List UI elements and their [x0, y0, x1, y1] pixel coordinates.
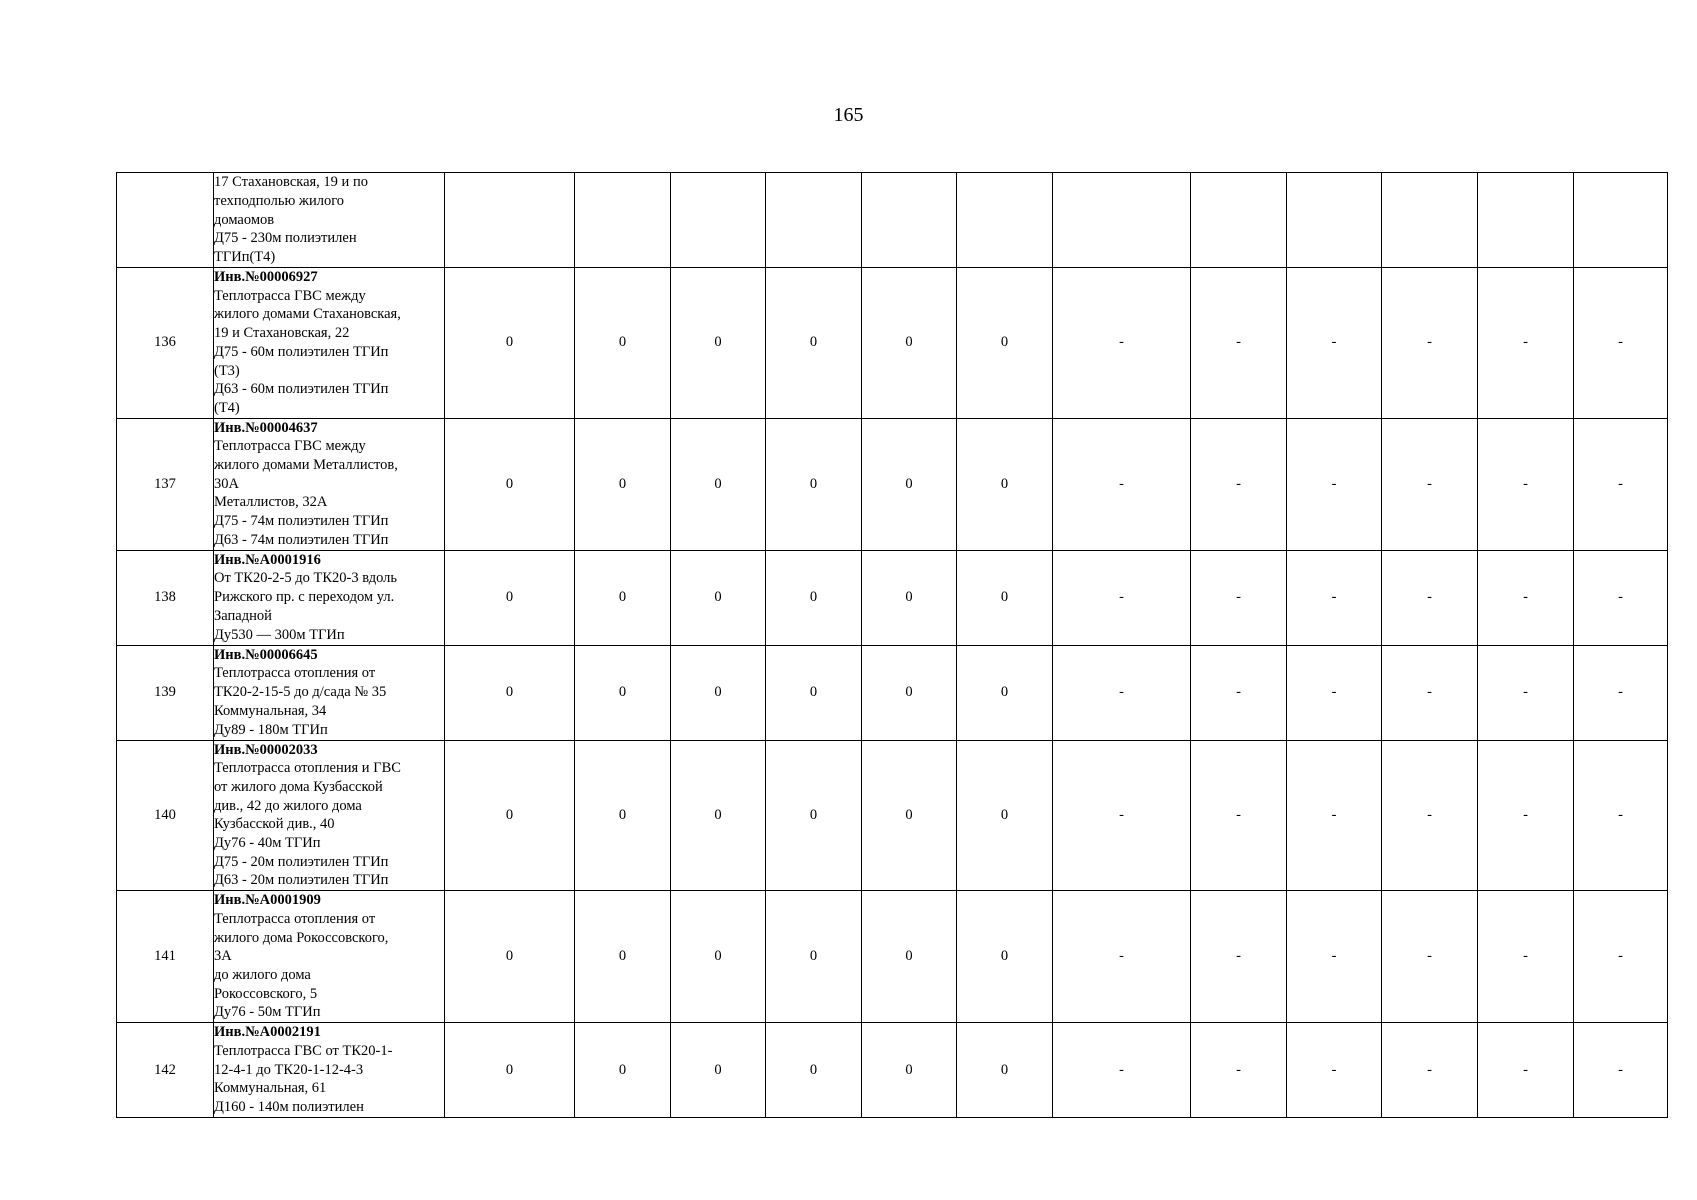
value-cell: 0: [445, 418, 575, 550]
table-row: [117, 645, 1668, 740]
value-cell: 0: [575, 418, 671, 550]
value-cell: -: [1382, 891, 1478, 1023]
description-line: Западной: [214, 607, 272, 624]
object-description: [214, 418, 445, 550]
value-cell: -: [1574, 891, 1668, 1023]
value-cell: -: [1382, 550, 1478, 645]
description-line: от жилого дома Кузбасской: [214, 778, 383, 795]
value-cell: 0: [957, 268, 1053, 419]
value-cell: 0: [575, 1023, 671, 1118]
network-table: [116, 172, 1668, 1118]
value-cell: 0: [766, 418, 862, 550]
description-line: Коммунальная, 61: [214, 1080, 327, 1097]
value-cell: -: [1382, 1023, 1478, 1118]
value-cell: 0: [671, 1023, 766, 1118]
value-cell: -: [1053, 418, 1191, 550]
value-cell: -: [1574, 268, 1668, 419]
inventory-number: Инв.№00002033: [214, 741, 318, 758]
value-cell: 0: [957, 740, 1053, 891]
value-cell: -: [1478, 1023, 1574, 1118]
value-cell: [1191, 173, 1287, 268]
value-cell: -: [1053, 645, 1191, 740]
value-cell: 0: [671, 740, 766, 891]
description-line: (Т3): [214, 362, 240, 379]
description-line: Кузбасской див., 40: [214, 816, 335, 833]
value-cell: 0: [766, 268, 862, 419]
row-number: 138: [117, 550, 214, 645]
value-cell: -: [1287, 645, 1382, 740]
value-cell: 0: [766, 891, 862, 1023]
value-cell: 0: [671, 891, 766, 1023]
value-cell: -: [1574, 550, 1668, 645]
value-cell: [1574, 173, 1668, 268]
object-description: [214, 645, 445, 740]
inventory-number: Инв.№00006645: [214, 646, 318, 663]
value-cell: -: [1478, 418, 1574, 550]
description-line: Ду89 - 180м ТГИп: [214, 721, 328, 738]
value-cell: 0: [862, 268, 957, 419]
value-cell: -: [1574, 418, 1668, 550]
value-cell: 0: [766, 1023, 862, 1118]
value-cell: 0: [957, 891, 1053, 1023]
value-cell: 0: [862, 1023, 957, 1118]
value-cell: 0: [445, 550, 575, 645]
value-cell: 0: [445, 740, 575, 891]
table-row: [117, 418, 1668, 550]
value-cell: 0: [862, 891, 957, 1023]
value-cell: 0: [862, 550, 957, 645]
value-cell: -: [1191, 891, 1287, 1023]
row-number: 142: [117, 1023, 214, 1118]
value-cell: -: [1053, 891, 1191, 1023]
value-cell: -: [1382, 268, 1478, 419]
value-cell: 0: [862, 645, 957, 740]
value-cell: -: [1478, 550, 1574, 645]
description-line: 12-4-1 до ТК20-1-12-4-3: [214, 1061, 364, 1078]
description-line: Теплотрасса отопления и ГВС: [214, 760, 401, 777]
description-line: Ду76 - 40м ТГИп: [214, 835, 321, 852]
value-cell: 0: [766, 550, 862, 645]
object-description: [214, 740, 445, 891]
value-cell: 0: [862, 740, 957, 891]
value-cell: 0: [671, 645, 766, 740]
value-cell: [957, 173, 1053, 268]
value-cell: 0: [575, 891, 671, 1023]
value-cell: 0: [766, 645, 862, 740]
table-row: [117, 740, 1668, 891]
description-line: жилого домами Металлистов,: [214, 457, 398, 474]
value-cell: [1053, 173, 1191, 268]
value-cell: [671, 173, 766, 268]
value-cell: -: [1191, 268, 1287, 419]
row-number: 137: [117, 418, 214, 550]
value-cell: -: [1287, 418, 1382, 550]
value-cell: 0: [445, 891, 575, 1023]
value-cell: -: [1574, 740, 1668, 891]
value-cell: -: [1478, 268, 1574, 419]
description-line: Рижского пр. с переходом ул.: [214, 589, 395, 606]
row-number: 140: [117, 740, 214, 891]
value-cell: 0: [671, 418, 766, 550]
value-cell: -: [1478, 740, 1574, 891]
description-line: Д75 - 230м полиэтилен: [214, 230, 357, 247]
description-line: 30А: [214, 475, 239, 492]
value-cell: 0: [766, 740, 862, 891]
value-cell: 0: [575, 740, 671, 891]
value-cell: -: [1478, 645, 1574, 740]
value-cell: -: [1191, 645, 1287, 740]
description-line: 19 и Стахановская, 22: [214, 325, 350, 342]
description-line: ТК20-2-15-5 до д/сада № 35: [214, 684, 387, 701]
value-cell: 0: [575, 268, 671, 419]
value-cell: 0: [671, 550, 766, 645]
description-line: техподполью жилого: [214, 192, 345, 209]
value-cell: -: [1287, 1023, 1382, 1118]
value-cell: 0: [957, 645, 1053, 740]
description-line: Теплотрасса отопления от: [214, 910, 376, 927]
description-line: Металлистов, 32А: [214, 494, 328, 511]
table-row: [117, 268, 1668, 419]
inventory-number: Инв.№00004637: [214, 419, 318, 436]
value-cell: -: [1191, 550, 1287, 645]
value-cell: [575, 173, 671, 268]
description-line: Теплотрасса отопления от: [214, 665, 376, 682]
row-number: 136: [117, 268, 214, 419]
value-cell: [862, 173, 957, 268]
description-line: 3А: [214, 948, 232, 965]
value-cell: -: [1478, 891, 1574, 1023]
value-cell: 0: [957, 1023, 1053, 1118]
row-number: 141: [117, 891, 214, 1023]
value-cell: -: [1191, 1023, 1287, 1118]
inventory-number: Инв.№А0001909: [214, 892, 321, 909]
row-number: 139: [117, 645, 214, 740]
table-row: [117, 891, 1668, 1023]
value-cell: -: [1382, 418, 1478, 550]
value-cell: -: [1191, 418, 1287, 550]
value-cell: -: [1053, 268, 1191, 419]
value-cell: [445, 173, 575, 268]
value-cell: -: [1287, 891, 1382, 1023]
description-line: Теплотрасса ГВС от ТК20-1-: [214, 1043, 393, 1060]
table-row: [117, 1023, 1668, 1118]
object-description: [214, 891, 445, 1023]
description-line: Рокоссовского, 5: [214, 985, 318, 1002]
value-cell: [766, 173, 862, 268]
description-line: От ТК20-2-5 до ТК20-3 вдоль: [214, 570, 397, 587]
value-cell: -: [1053, 550, 1191, 645]
value-cell: -: [1287, 268, 1382, 419]
object-description: [214, 1023, 445, 1118]
description-line: жилого домами Стахановская,: [214, 306, 401, 323]
value-cell: -: [1574, 1023, 1668, 1118]
description-line: див., 42 до жилого дома: [214, 797, 362, 814]
description-line: домаомов: [214, 211, 275, 228]
table-row: [117, 550, 1668, 645]
object-description: [214, 550, 445, 645]
description-line: Д63 - 74м полиэтилен ТГИп: [214, 531, 389, 548]
value-cell: -: [1287, 550, 1382, 645]
value-cell: [1287, 173, 1382, 268]
value-cell: -: [1053, 740, 1191, 891]
inventory-number: Инв.№А0001916: [214, 551, 321, 568]
value-cell: 0: [445, 1023, 575, 1118]
value-cell: 0: [957, 418, 1053, 550]
description-line: Д160 - 140м полиэтилен: [214, 1099, 364, 1116]
value-cell: [1478, 173, 1574, 268]
value-cell: 0: [445, 268, 575, 419]
value-cell: -: [1287, 740, 1382, 891]
value-cell: 0: [575, 645, 671, 740]
description-line: Ду76 - 50м ТГИп: [214, 1004, 321, 1021]
row-number: [117, 173, 214, 268]
value-cell: 0: [575, 550, 671, 645]
description-line: Д63 - 20м полиэтилен ТГИп: [214, 872, 389, 889]
description-line: ТГИп(Т4): [214, 249, 276, 266]
description-line: Д75 - 60м полиэтилен ТГИп: [214, 343, 389, 360]
value-cell: [1382, 173, 1478, 268]
description-line: до жилого дома: [214, 966, 311, 983]
description-line: Д75 - 20м полиэтилен ТГИп: [214, 853, 389, 870]
object-description: [214, 268, 445, 419]
table-row: [117, 173, 1668, 268]
description-line: 17 Стахановская, 19 и по: [214, 174, 368, 191]
object-description: [214, 173, 445, 268]
value-cell: -: [1574, 645, 1668, 740]
value-cell: 0: [957, 550, 1053, 645]
value-cell: -: [1191, 740, 1287, 891]
description-line: Теплотрасса ГВС между: [214, 287, 366, 304]
description-line: Коммунальная, 34: [214, 702, 327, 719]
value-cell: -: [1053, 1023, 1191, 1118]
description-line: Ду530 — 300м ТГИп: [214, 626, 345, 643]
description-line: Д75 - 74м полиэтилен ТГИп: [214, 513, 389, 530]
page-number: 165: [833, 104, 864, 126]
description-line: (Т4): [214, 399, 240, 416]
inventory-number: Инв.№00006927: [214, 269, 318, 285]
inventory-number: Инв.№А0002191: [214, 1024, 321, 1041]
description-line: Теплотрасса ГВС между: [214, 438, 366, 455]
value-cell: -: [1382, 740, 1478, 891]
description-line: жилого дома Рокоссовского,: [214, 929, 389, 946]
value-cell: 0: [445, 645, 575, 740]
value-cell: -: [1382, 645, 1478, 740]
value-cell: 0: [671, 268, 766, 419]
value-cell: 0: [862, 418, 957, 550]
description-line: Д63 - 60м полиэтилен ТГИп: [214, 381, 389, 398]
